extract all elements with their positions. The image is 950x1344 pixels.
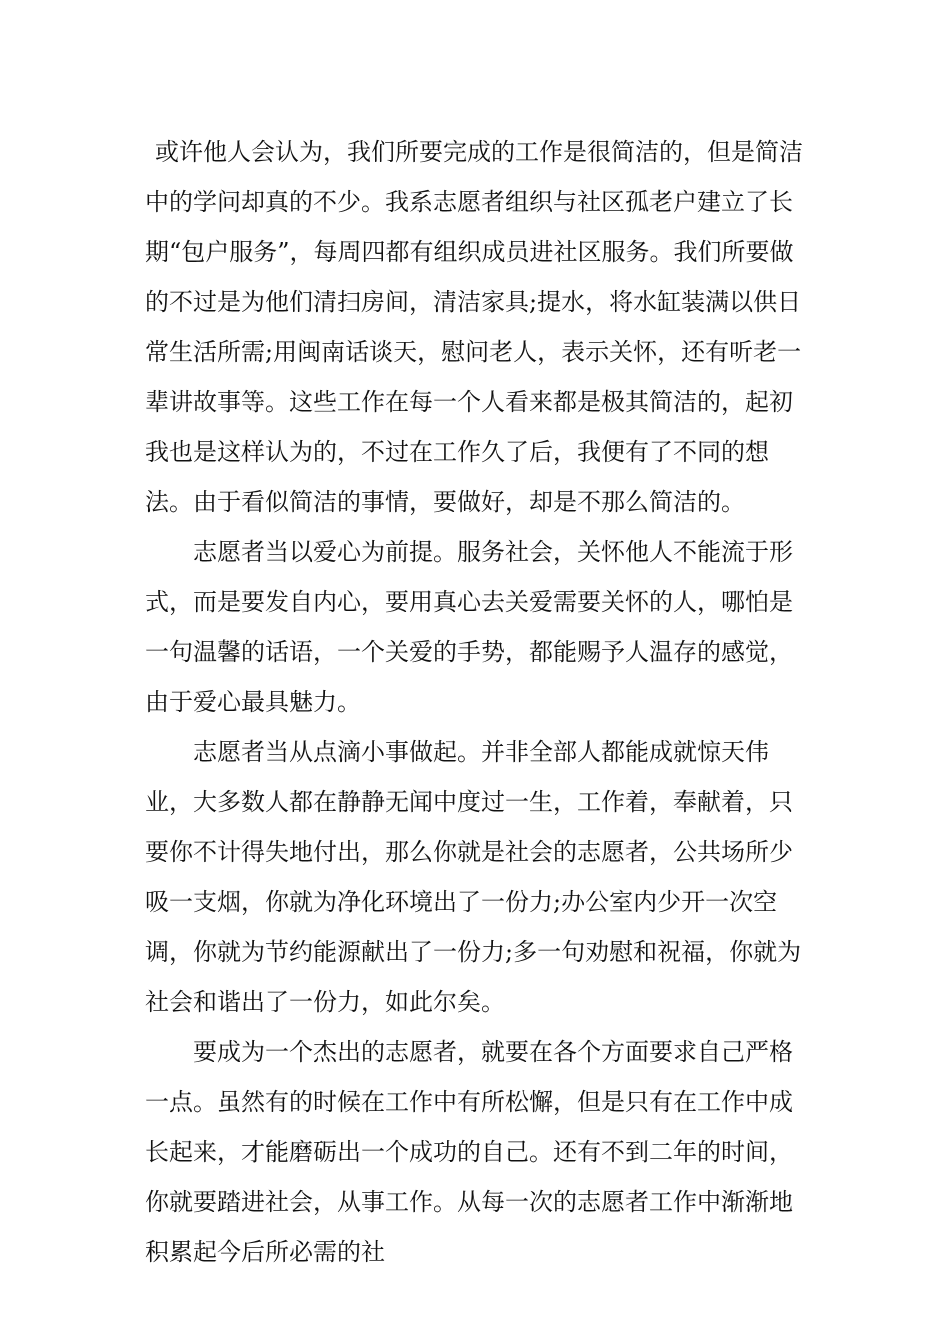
paragraph-1: 或许他人会认为，我们所要完成的工作是很简洁的，但是简洁中的学问却真的不少。我系志愿者组织与社区孤老户建立了长期“包户服务”，每周四都有组织成员进社区服务。我们所要做的不过是为他们清扫房间，清洁家具;提水，将水缸装满以供日常生活所需;用闽南话谈天，慰问老人，表示关怀，还有听老一辈讲故事等。这些工作在每一个人看来都是极其简洁的，起初我也是这样认为的，不过在工作久了后，我便有了不同的想法。由于看似简洁的事情，要做好，却是不那么简洁的。: [145, 138, 803, 516]
document-body: [145, 127, 810, 1277]
paragraph-3: 志愿者当从点滴小事做起。并非全部人都能成就惊天伟业，大多数人都在静静无闻中度过一生，工作着，奉献着，只要你不计得失地付出，那么你就是社会的志愿者，公共场所少吸一支烟，你就为净化环境出了一份力;办公室内少开一次空调，你就为节约能源献出了一份力;多一句劝慰和祝福，你就为社会和谐出了一份力，如此尔矣。: [145, 738, 802, 1016]
paragraph-2: 志愿者当以爱心为前提。服务社会，关怀他人不能流于形式，而是要发自内心，要用真心去关爱需要关怀的人，哪怕是一句温馨的话语，一个关爱的手势，都能赐予人温存的感觉，由于爱心最具魅力。: [145, 538, 793, 716]
paragraph-4: 要成为一个杰出的志愿者，就要在各个方面要求自己严格一点。虽然有的时候在工作中有所松懈，但是只有在工作中成长起来，才能磨砺出一个成功的自己。还有不到二年的时间，你就要踏进社会，从事工作。从每一次的志愿者工作中渐渐地积累起今后所必需的社: [145, 1038, 793, 1266]
